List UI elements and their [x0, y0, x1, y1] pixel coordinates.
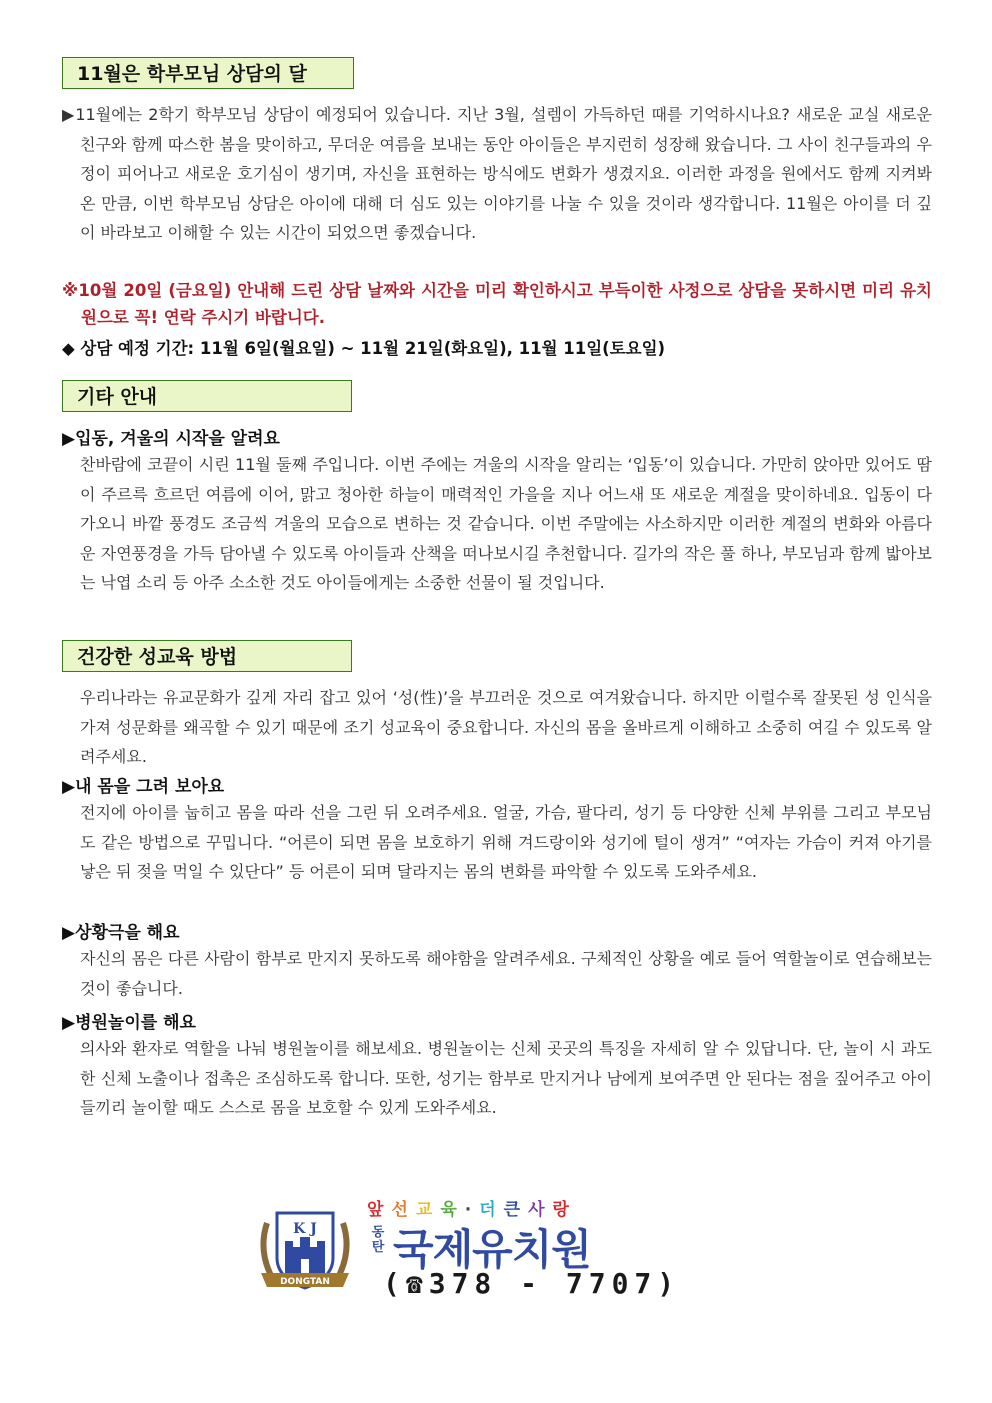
subhead-draw-body: ▶내 몸을 그려 보아요 — [62, 777, 225, 797]
consultation-period: ◆ 상담 예정 기간: 11월 6일(월요일) ~ 11월 21일(화요일), 11월 11일(토요일) — [62, 339, 666, 358]
subhead-hospital-play: ▶병원놀이를 해요 — [62, 1013, 196, 1033]
role-play-text: 자신의 몸은 다른 사람이 함부로 만지지 못하도록 해야함을 알려주세요. 구체적인 상황을 예로 들어 역할놀이로 연습해보는 것이 좋습니다. — [80, 949, 932, 998]
subhead-ipdong: ▶입동, 겨울의 시작을 알려요 — [62, 429, 280, 449]
hospital-play-text: 의사와 환자로 역할을 나눠 병원놀이를 해보세요. 병원놀이는 신체 곳곳의 특징을 자세히 알 수 있답니다. 단, 놀이 시 과도한 신체 노출이나 접촉은 조심하도록 합니다. 또한, 성기는 함부로 만지거나 남에게 보여주면 안 된다는 점을 짚어주고 아이들끼리 놀이할 때도 스스로 몸을 보호할 수 있게 도와주세요. — [80, 1039, 932, 1117]
brand-prefix: 동 탄 — [371, 1225, 385, 1255]
ipdong-body: 찬바람에 코끝이 시린 11월 둘째 주입니다. 이번 주에는 겨울의 시작을 알리는 ‘입동’이 있습니다. 가만히 앉아만 있어도 땀이 주르륵 흐르던 여름에 이어, 맑고 청아한 하늘이 매력적인 가을을 지나 어느새 또 새로운 계절을 맞이하네요. 입동이 다가오니 바깥 풍경도 조금씩 겨울의 모습으로 변하는 것 같습니다. 이번 주말에는 사소하지만 이러한 계절의 변화와 아름다운 자연풍경을 가득 담아낼 수 있도록 아이들과 산책을 떠나보시길 추천합니다. 길가의 작은 풀 하나, 부모님과 함께 밟아보는 낙엽 소리 등 아주 소소한 것도 아이들에게는 소중한 선물이 될 것입니다. — [80, 455, 932, 592]
crest-icon — [255, 1203, 355, 1295]
section-title-other: 기타 안내 — [62, 380, 352, 412]
slogan-char: 앞 — [367, 1200, 392, 1220]
slogan-char: 큰 — [503, 1200, 529, 1220]
subhead-role-play: ▶상황극을 해요 — [62, 923, 180, 943]
sex-education-intro: 우리나라는 유교문화가 깊게 자리 잡고 있어 ‘성(性)’을 부끄러운 것으로 여겨왔습니다. 하지만 이럴수록 잘못된 성 인식을 가져 성문화를 왜곡할 수 있기 때문에 조기 성교육이 중요합니다. 자신의 몸을 올바르게 이해하고 소중히 여길 수 있도록 알려주세요. — [80, 688, 932, 766]
slogan-char: 사 — [528, 1200, 553, 1220]
slogan-char: · — [464, 1200, 480, 1220]
slogan-char: 선 — [391, 1200, 416, 1220]
slogan-char: 더 — [479, 1200, 504, 1220]
section-title-consultation: 11월은 학부모님 상담의 달 — [62, 57, 354, 89]
draw-body-text: 전지에 아이를 눕히고 몸을 따라 선을 그린 뒤 오려주세요. 얼굴, 가슴, 팔다리, 성기 등 다양한 신체 부위를 그리고 부모님도 같은 방법으로 꾸밉니다. “어른이 되면 몸을 보호하기 위해 겨드랑이와 성기에 털이 생겨” “여자는 가슴이 커져 아기를 낳은 뒤 젖을 먹일 수 있단다” 등 어른이 되며 달라지는 몸의 변화를 파악할 수 있도록 도와주세요. — [80, 803, 932, 881]
crest-ribbon-text: DONGTAN — [280, 1277, 330, 1287]
slogan-char: 랑 — [552, 1200, 577, 1220]
kindergarten-logo — [255, 1195, 681, 1305]
consultation-body: ▶11월에는 2학기 학부모님 상담이 예정되어 있습니다. 지난 3월, 설렘이 가득하던 때를 기억하시나요? 새로운 교실 새로운 친구와 함께 따스한 봄을 맞이하고, 무더운 여름을 보내는 동안 아이들은 부지런히 성장해 왔습니다. 그 사이 친구들과의 우정이 피어나고 새로운 호기심이 생기며, 자신을 표현하는 방식에도 변화가 생겼지요. 이러한 과정을 원에서도 함께 지켜봐 온 만큼, 이번 학부모님 상담은 아이에 대해 더 심도 있는 이야기를 나눌 수 있을 것이라 생각합니다. 11월은 아이를 더 깊이 바라보고 이해할 수 있는 시간이 되었으면 좋겠습니다. — [62, 105, 932, 242]
slogan-char: 육 — [440, 1200, 465, 1220]
brand-name: 국제유치원 — [393, 1225, 591, 1274]
consultation-notice: ※10월 20일 (금요일) 안내해 드린 상담 날짜와 시간을 미리 확인하시고 부득이한 사정으로 상담을 못하시면 미리 유치원으로 꼭! 연락 주시기 바랍니다. — [62, 281, 932, 327]
section-title-sex-education: 건강한 성교육 방법 — [62, 640, 352, 672]
crest-letters: K J — [293, 1221, 317, 1237]
slogan-char: 교 — [415, 1200, 441, 1220]
phone-number: (☎378 - 7707) — [383, 1267, 681, 1300]
